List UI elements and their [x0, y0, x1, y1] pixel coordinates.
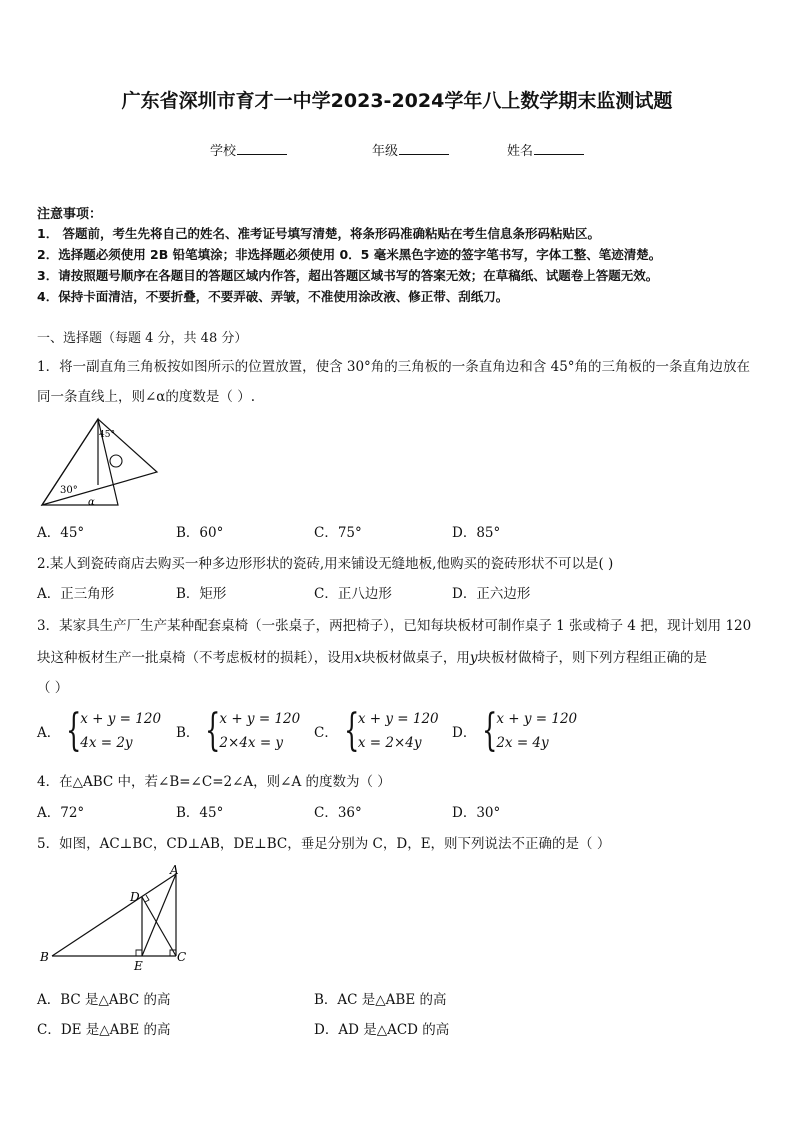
grade-blank[interactable]	[399, 142, 449, 155]
exam-title: 广东省深圳市育才一中学2023-2024学年八上数学期末监测试题	[121, 90, 673, 112]
section-heading: 一、选择题（每题 4 分，共 48 分）	[37, 331, 248, 346]
notice-item: 2．选择题必须使用 2B 铅笔填涂；非选择题必须使用 0．5 毫米黑色字迹的签字笔书写，字体工整、笔迹清楚。	[37, 247, 662, 262]
q2-option-d[interactable]: D．正六边形	[452, 586, 531, 602]
notice-item: 3．请按照题号顺序在各题目的答题区域内作答，超出答题区域书写的答案无效；在草稿纸、试题卷上答题无效。	[37, 268, 659, 283]
fig-angle-45: 45°	[99, 430, 115, 440]
q3-text-line3: （ ）	[37, 680, 69, 696]
school-field	[210, 140, 287, 159]
q1-text-line1: 1．将一副直角三角板按如图所示的位置放置，使含 30°角的三角板的一条直角边和含 45°角的三角板的一条直角边放在	[37, 359, 751, 375]
triangle-hole	[110, 455, 122, 467]
q1-text-line2: 同一条直线上，则∠α的度数是（ ）.	[37, 389, 256, 405]
q4-option-c[interactable]: C．36°	[314, 805, 362, 821]
notice-item: 1． 答题前，考生先将自己的姓名、准考证号填写清楚，将条形码准确粘贴在考生信息条形码粘贴区。	[37, 226, 601, 241]
q3-option-d[interactable]: D． { x + y = 120 2x = 4y	[452, 705, 578, 756]
fig-alpha: α	[88, 497, 95, 508]
q1-option-b[interactable]: B．60°	[176, 525, 224, 541]
name-label: 姓名	[507, 144, 534, 159]
notice-heading: 注意事项：	[37, 207, 103, 222]
q3-option-a[interactable]: A． { x + y = 120 4x = 2y	[37, 705, 162, 756]
brace-icon: {	[205, 705, 221, 756]
fig-angle-30: 30°	[60, 485, 78, 496]
q5-option-d[interactable]: D．AD 是△ACD 的高	[314, 1022, 450, 1038]
q3-text-line1: 3．某家具生产厂生产某种配套桌椅（一张桌子，两把椅子），已知每块板材可制作桌子 1 张或椅子 4 把，现计划用 120	[37, 618, 752, 634]
label-e: E	[134, 959, 143, 973]
q5-option-a[interactable]: A．BC 是△ABC 的高	[37, 992, 171, 1008]
q2-option-a[interactable]: A．正三角形	[37, 586, 115, 602]
q5-option-c[interactable]: C．DE 是△ABE 的高	[37, 1022, 171, 1038]
label-d: D	[130, 890, 140, 904]
q2-text: 2.某人到瓷砖商店去购买一种多边形形状的瓷砖,用来铺设无缝地板,他购买的瓷砖形状不可以是( )	[37, 556, 614, 572]
q4-option-d[interactable]: D．30°	[452, 805, 501, 821]
q2-option-c[interactable]: C．正八边形	[314, 586, 392, 602]
q1-figure	[38, 415, 158, 510]
grade-field	[372, 140, 449, 159]
var-x: x	[354, 650, 362, 666]
q5-figure	[38, 864, 198, 974]
label-c: C	[177, 950, 187, 964]
q1-option-d[interactable]: D．85°	[452, 525, 501, 541]
right-angle-e	[136, 950, 142, 956]
label-a: A	[170, 863, 179, 877]
q3-text-line2: 块这种板材生产一批桌椅（不考虑板材的损耗），设用x块板材做桌子，用y块板材做椅子，则下列方程组正确的是	[37, 650, 708, 666]
q5-option-b[interactable]: B．AC 是△ABE 的高	[314, 992, 447, 1008]
q3-option-c[interactable]: C． { x + y = 120 x = 2×4y	[314, 705, 439, 756]
brace-icon: {	[482, 705, 498, 756]
brace-icon: {	[343, 705, 360, 756]
right-angle-d	[145, 895, 149, 902]
notice-item: 4．保持卡面清洁，不要折叠，不要弄破、弄皱，不准使用涂改液、修正带、刮纸刀。	[37, 289, 509, 304]
var-y: y	[469, 650, 478, 666]
brace-icon: {	[66, 705, 82, 756]
name-blank[interactable]	[534, 142, 584, 155]
q2-option-b[interactable]: B．矩形	[176, 586, 227, 602]
q5-text: 5．如图，AC⊥BC，CD⊥AB，DE⊥BC，垂足分别为 C，D，E，则下列说法不正确的是（ ）	[37, 836, 611, 852]
school-blank[interactable]	[237, 142, 287, 155]
q4-option-a[interactable]: A．72°	[37, 805, 85, 821]
q4-text: 4．在△ABC 中，若∠B=∠C=2∠A，则∠A 的度数为（ ）	[37, 774, 391, 790]
q1-option-a[interactable]: A．45°	[37, 525, 85, 541]
q4-option-b[interactable]: B．45°	[176, 805, 224, 821]
name-field	[507, 140, 584, 159]
grade-label: 年级	[372, 144, 399, 159]
label-b: B	[40, 950, 49, 964]
school-label: 学校	[210, 144, 237, 159]
q3-option-b[interactable]: B． { x + y = 120 2×4x = y	[176, 705, 301, 756]
q1-option-c[interactable]: C．75°	[314, 525, 362, 541]
